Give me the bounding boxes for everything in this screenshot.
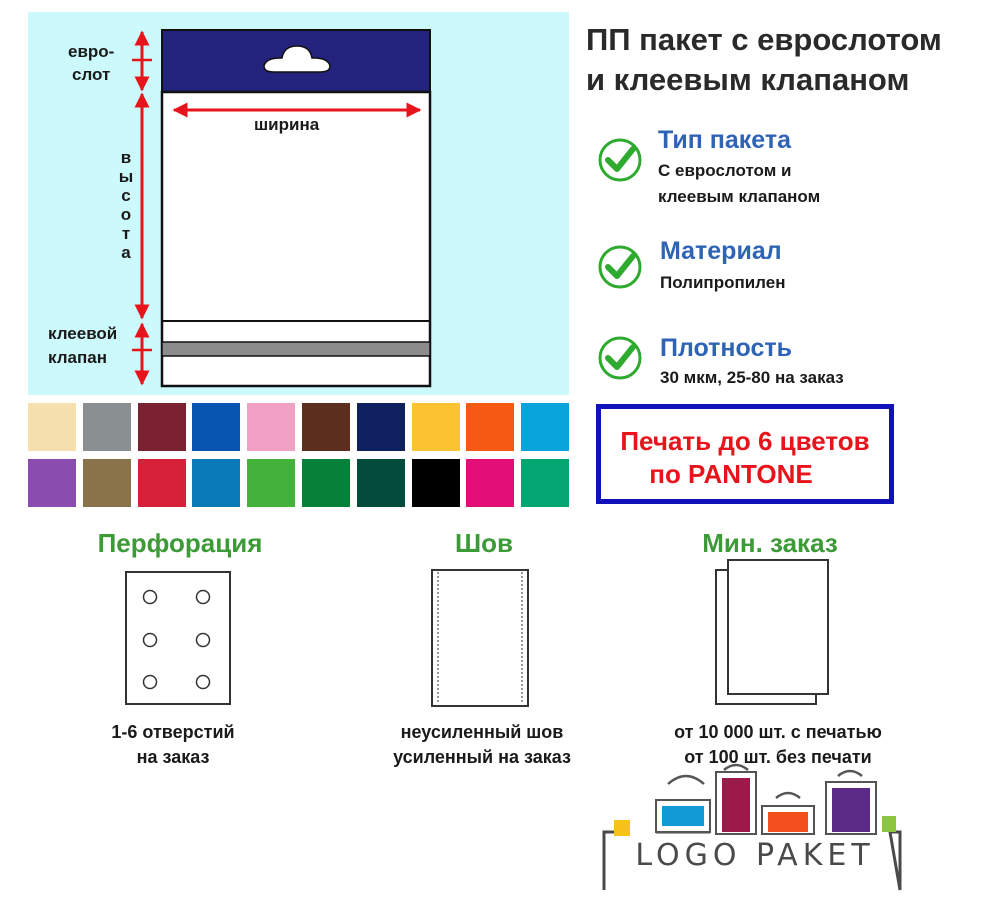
height-letter: с	[121, 186, 131, 205]
color-swatch	[357, 403, 405, 451]
height-letter: а	[121, 243, 131, 262]
height-label	[116, 148, 136, 262]
print-info-box	[596, 404, 894, 504]
seam-icon	[430, 568, 532, 710]
perforation-desc-2: на заказ	[136, 747, 210, 767]
check-icon	[598, 245, 642, 289]
color-swatch	[521, 403, 569, 451]
min-order-desc-1: от 10 000 шт. с печатью	[674, 722, 882, 742]
logo-text: LOGO PAKET	[635, 838, 875, 873]
seam-desc-2: усиленный на заказ	[393, 747, 571, 767]
feature-density-desc: 30 мкм, 25-80 на заказ	[660, 368, 844, 387]
print-line-2: по PANTONE	[649, 459, 813, 489]
color-swatch	[192, 403, 240, 451]
perforation-desc-1: 1-6 отверстий	[111, 722, 235, 742]
color-swatch	[138, 403, 186, 451]
min-order-icon	[712, 558, 836, 708]
height-letter: в	[120, 148, 132, 167]
height-letter: о	[120, 205, 132, 224]
color-swatch	[412, 459, 460, 507]
title-line-1: ПП пакет с еврослотом	[586, 22, 942, 57]
print-line-1: Печать до 6 цветов	[620, 426, 870, 456]
check-icon	[598, 138, 642, 182]
logo-bags-icon	[600, 760, 904, 894]
page-title	[586, 20, 998, 100]
adhesive-strip	[162, 342, 430, 356]
color-swatch	[466, 459, 514, 507]
seam-title: Шов	[455, 528, 513, 558]
min-order-desc-2: от 100 шт. без печати	[684, 747, 872, 767]
min-order-title: Мин. заказ	[702, 528, 838, 558]
color-swatch	[138, 459, 186, 507]
feature-type-title: Тип пакета	[658, 126, 791, 154]
color-swatch	[302, 403, 350, 451]
color-swatch	[412, 403, 460, 451]
color-swatch	[521, 459, 569, 507]
flap-label-1: клеевой	[48, 324, 118, 343]
feature-type-desc-1: С еврослотом и	[658, 161, 792, 180]
feature-material-desc: Полипропилен	[660, 273, 786, 292]
bag-diagram	[28, 12, 569, 395]
height-letter: т	[121, 224, 131, 243]
check-icon	[598, 336, 642, 380]
seam-desc-1: неусиленный шов	[400, 722, 564, 742]
flap-label-2: клапан	[48, 348, 107, 367]
euroslot-label-1: евро-	[68, 42, 115, 61]
color-swatch	[83, 459, 131, 507]
color-swatch	[357, 459, 405, 507]
color-swatch	[192, 459, 240, 507]
feature-density-title: Плотность	[660, 334, 792, 362]
color-swatch	[247, 403, 295, 451]
width-label: ширина	[254, 115, 320, 134]
perforation-title: Перфорация	[97, 528, 263, 558]
color-swatch	[83, 403, 131, 451]
color-swatch	[302, 459, 350, 507]
perforation-icon	[124, 570, 234, 708]
feature-material-title: Материал	[660, 237, 782, 265]
feature-type-desc-2: клеевым клапаном	[658, 187, 821, 206]
color-swatch	[466, 403, 514, 451]
height-letter: ы	[118, 167, 134, 186]
color-swatch	[28, 459, 76, 507]
color-swatches	[28, 403, 569, 509]
title-line-2: и клеевым клапаном	[586, 62, 910, 97]
color-swatch	[28, 403, 76, 451]
euroslot-label-2: слот	[72, 65, 111, 84]
color-swatch	[247, 459, 295, 507]
